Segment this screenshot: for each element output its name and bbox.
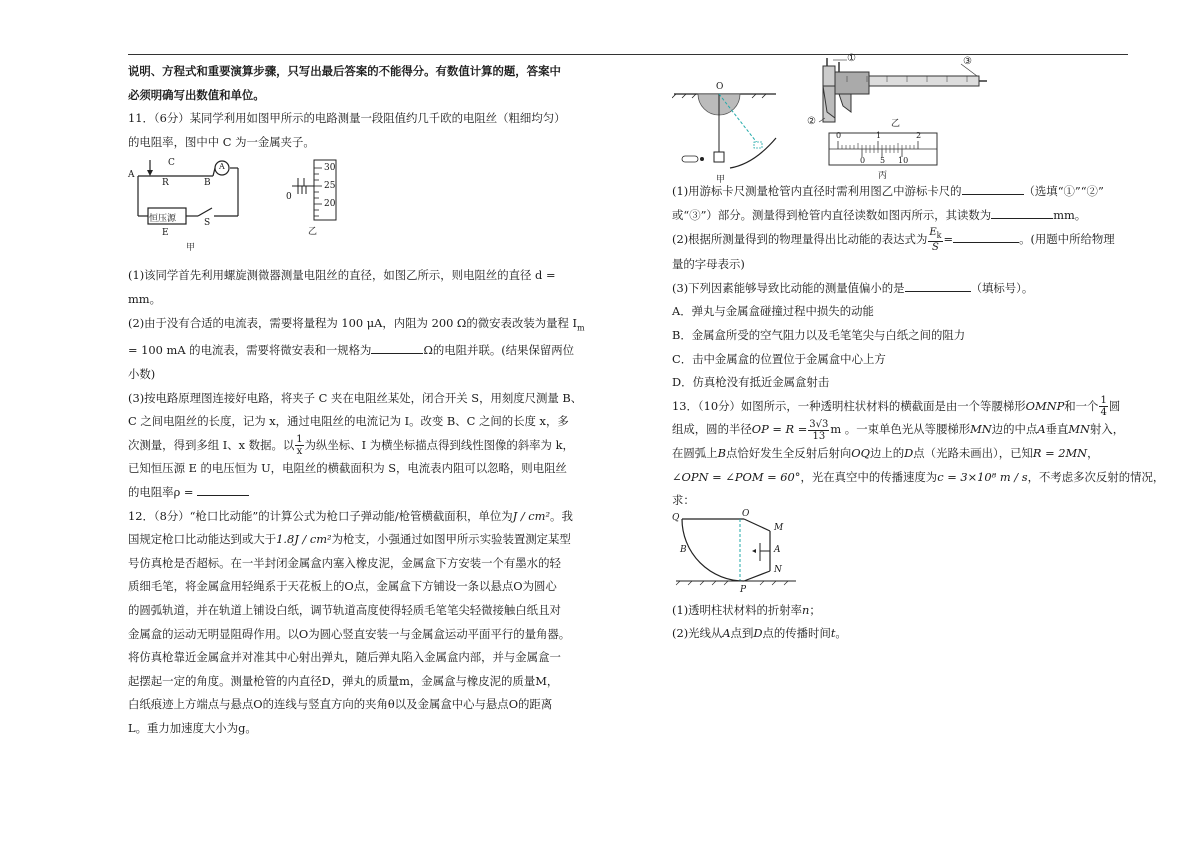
q12-caliper-figure <box>807 53 987 129</box>
q12-line-3: 号仿真枪是否超标。在一半封闭金属盒内塞入橡皮泥，金属盒下方安装一个有墨水的轻 <box>128 555 561 570</box>
q12-line-5: 的圆弧轨道，并在轨道上铺设白纸，调节轨道高度使得轻质毛笔笔尖轻微接触白纸且对 <box>128 602 561 617</box>
circuit-caption: 甲 <box>186 243 196 254</box>
q11-micrometer-figure <box>278 154 358 254</box>
micrometer-tick-0: 0 <box>286 192 292 203</box>
q12-sub1-c: 或“③”）部分。测量得到枪管内直径读数如图丙所示，其读数为 mm。 <box>672 207 1087 222</box>
vernier-main-0: 0 <box>836 131 842 140</box>
label-B: B <box>204 178 211 189</box>
vernier-scale-10: 10 <box>898 156 909 165</box>
fig-label-Q: Q <box>672 512 680 523</box>
answer-blank[interactable] <box>905 280 971 292</box>
q11-sub2-a: (2)由于没有合适的电流表，需要将量程为 100 μA，内阻为 200 Ω的微安表改装为量程 $I_m$ <box>128 315 585 332</box>
left-column <box>128 60 593 741</box>
q12-line-6: 金属盒的运动无明显阻碍作用。以O为圆心竖直安装一与金属盒运动平面平行的量角器。 <box>128 626 571 641</box>
q11-line-1: 11．（6分）某同学利用如图甲所示的电路测量一段阻值约几千欧的电阻丝（粗细均匀） <box>128 111 566 126</box>
q13-figure-area <box>672 508 1132 599</box>
fig-label-A: A <box>774 544 781 555</box>
intro-line-1: 说明、方程式和重要演算步骤，只写出最后答案的不能得分。有数值计算的题，答案中 <box>128 64 561 78</box>
vernier-main-2: 2 <box>916 131 922 140</box>
vernier-main-1: 1 <box>876 131 882 140</box>
q12-line-4: 质细毛笔，将金属盒用轻绳系于天花板上的O点，金属盒下方铺设一条以悬点O为圆心 <box>128 579 557 594</box>
q11-sub2-c: 小数) <box>128 367 156 382</box>
q12-option-a: A．弹丸与金属盒碰撞过程中损失的动能 <box>672 304 874 319</box>
caliper-part-1: ① <box>847 53 856 64</box>
q11-line-2: 的电阻率，图中中 C 为一金属夹子。 <box>128 134 315 149</box>
vernier-scale-0: 0 <box>860 156 866 165</box>
q11-sub2-b: = 100 mA 的电流表，需要将微安表和一规格为 Ω的电阻并联。(结果保留两位 <box>128 343 575 358</box>
q12-line-9: 白纸痕迹上方端点与悬点O的连线与竖直方向的夹角θ以及金属盒中心与悬点O的距离 <box>128 697 553 712</box>
micrometer-tick-20: 20 <box>324 199 336 210</box>
label-S: S <box>204 218 211 229</box>
vernier-caption: 丙 <box>878 171 888 181</box>
answer-blank[interactable] <box>991 207 1053 219</box>
q11-sub3-d: 已知恒压源 E 的电压恒为 U，电阻丝的横截面积为 S，电流表内阻可以忽略，则电阻丝 <box>128 461 567 476</box>
answer-blank[interactable] <box>197 484 249 496</box>
q13-line-5: 求： <box>672 493 695 508</box>
q11-sub1-a: (1)该同学首先利用螺旋测微器测量电阻丝的直径，如图乙所示，则电阻丝的直径 d = <box>128 268 556 283</box>
q12-line-10: L。重力加速度大小为g。 <box>128 720 257 735</box>
ammeter-symbol: A <box>219 162 225 172</box>
intro-line-2: 必须明确写出数值和单位。 <box>128 87 265 102</box>
q12-line-7: 将仿真枪靠近金属盒并对准其中心射出弹丸，随后弹丸陷入金属盒内部，并与金属盒一 <box>128 650 561 665</box>
q11-circuit-figure <box>128 156 248 256</box>
pendulum-label-O: O <box>716 82 724 92</box>
vernier-scale-5: 5 <box>880 156 886 165</box>
q11-sub3-e: 的电阻率ρ = <box>128 481 593 505</box>
q13-line-3: 在圆弧上B点恰好发生全反射后射向OQ边上的D点（光路未画出），已知R = 2MN， <box>672 445 1099 460</box>
fraction-1-over-4: $\frac{1}{4}$ <box>1100 395 1107 419</box>
answer-blank[interactable] <box>371 342 423 354</box>
caliper-part-3: ③ <box>963 56 972 67</box>
micrometer-caption: 乙 <box>308 227 318 238</box>
q12-option-d: D．仿真枪没有抵近金属盒射击 <box>672 375 830 390</box>
label-E: E <box>162 228 169 239</box>
q13-line-1: 13．（10分）如图所示，一种透明柱状材料的横截面是由一个等腰梯形OMNP和一个 $\frac{1}{4}$ 圆 <box>672 395 1121 419</box>
answer-blank[interactable] <box>962 183 1024 195</box>
fig-label-O: O <box>742 508 750 519</box>
label-R: R <box>162 178 169 189</box>
q12-sub3: (3)下列因素能够导致比动能的测量值偏小的是 （填标号）。 <box>672 280 1034 295</box>
pendulum-caption: 甲 <box>716 175 726 185</box>
q12-vernier-figure <box>828 131 938 181</box>
fig-label-B: B <box>680 544 687 555</box>
fig-label-M: M <box>774 522 784 533</box>
right-column <box>672 53 1165 646</box>
fig-label-P: P <box>740 584 747 595</box>
q12-line-8: 起摆起一定的角度。测量枪管的内直径D，弹丸的质量m，金属盒与橡皮泥的质量M， <box>128 673 559 688</box>
micrometer-tick-30: 30 <box>324 163 336 174</box>
fig-label-N: N <box>774 564 782 575</box>
q12-line-1: 12．（8分）“枪口比动能”的计算公式为枪口子弹动能/枪管横截面积，单位为J / cm²。我 <box>128 508 573 523</box>
answer-blank[interactable] <box>953 231 1019 243</box>
fraction-ek-over-s: $\frac{E_k}{S}$ <box>929 227 942 254</box>
top-rule <box>128 54 1128 55</box>
q13-figure <box>672 508 802 599</box>
fraction-radius: $\frac{3√3}{13}$ <box>809 418 829 442</box>
q13-sub1: (1)透明柱状材料的折射率n； <box>672 602 821 617</box>
q12-figures <box>672 53 1132 185</box>
source-label: 恒压源 <box>149 214 177 225</box>
q12-line-2: 国规定枪口比动能达到或大于1.8J / cm²为枪支，小强通过如图甲所示实验装置测定某型 <box>128 532 571 547</box>
q11-sub3-c: 次测量，得到多组 I、x 数据。以 $\frac{1}{x}$ 为纵坐标、I 为横坐标描点得到线性图像的斜率为 k， <box>128 434 574 458</box>
q12-option-c: C．击中金属盒的位置位于金属盒中心上方 <box>672 351 886 366</box>
label-C: C <box>168 158 175 169</box>
q12-sub1-a: (1)用游标卡尺测量枪管内直径时需利用图乙中游标卡尺的 （选填“①”“②” <box>672 184 1104 198</box>
fraction-1-over-x: $\frac{1}{x}$ <box>296 434 303 458</box>
label-A: A <box>128 170 135 181</box>
q13-line-4: ∠OPN = ∠POM = 60°，光在真空中的传播速度为c = 3×10⁸ m / s，不考虑多次反射的情况， <box>672 469 1165 484</box>
q12-sub2-a: (2)根据所测量得到的物理量得出比动能的表达式为 $\frac{E_k}{S}$ = 。(用题中所给物理 <box>672 227 1115 254</box>
q11-sub3-b: C 之间电阻丝的长度，记为 x，通过电阻丝的电流记为 I。改变 B、C 之间的长度 x，多 <box>128 414 569 429</box>
q12-sub2-d: 量的字母表示) <box>672 257 745 272</box>
q13-sub2: (2)光线从A点到D点的传播时间t。 <box>672 626 847 641</box>
q12-option-b: B．金属盒所受的空气阻力以及毛笔笔尖与白纸之间的阻力 <box>672 327 966 342</box>
q11-sub3-a: (3)按电路原理图连接好电路，将夹子 C 夹在电阻丝某处，闭合开关 S，用刻度尺测量 B、 <box>128 390 583 405</box>
micrometer-tick-25: 25 <box>324 181 336 192</box>
q11-figures <box>128 154 593 264</box>
caliper-caption: 乙 <box>891 119 901 129</box>
caliper-part-2: ② <box>807 116 816 127</box>
q11-sub1-b: mm。 <box>128 291 161 306</box>
q12-pendulum-figure <box>672 80 782 185</box>
q13-line-2: 组成，圆的半径OP = R = $\frac{3√3}{13}$ m 。一束单色光从等腰梯形MN边的中点A垂直MN射入， <box>672 418 1125 442</box>
